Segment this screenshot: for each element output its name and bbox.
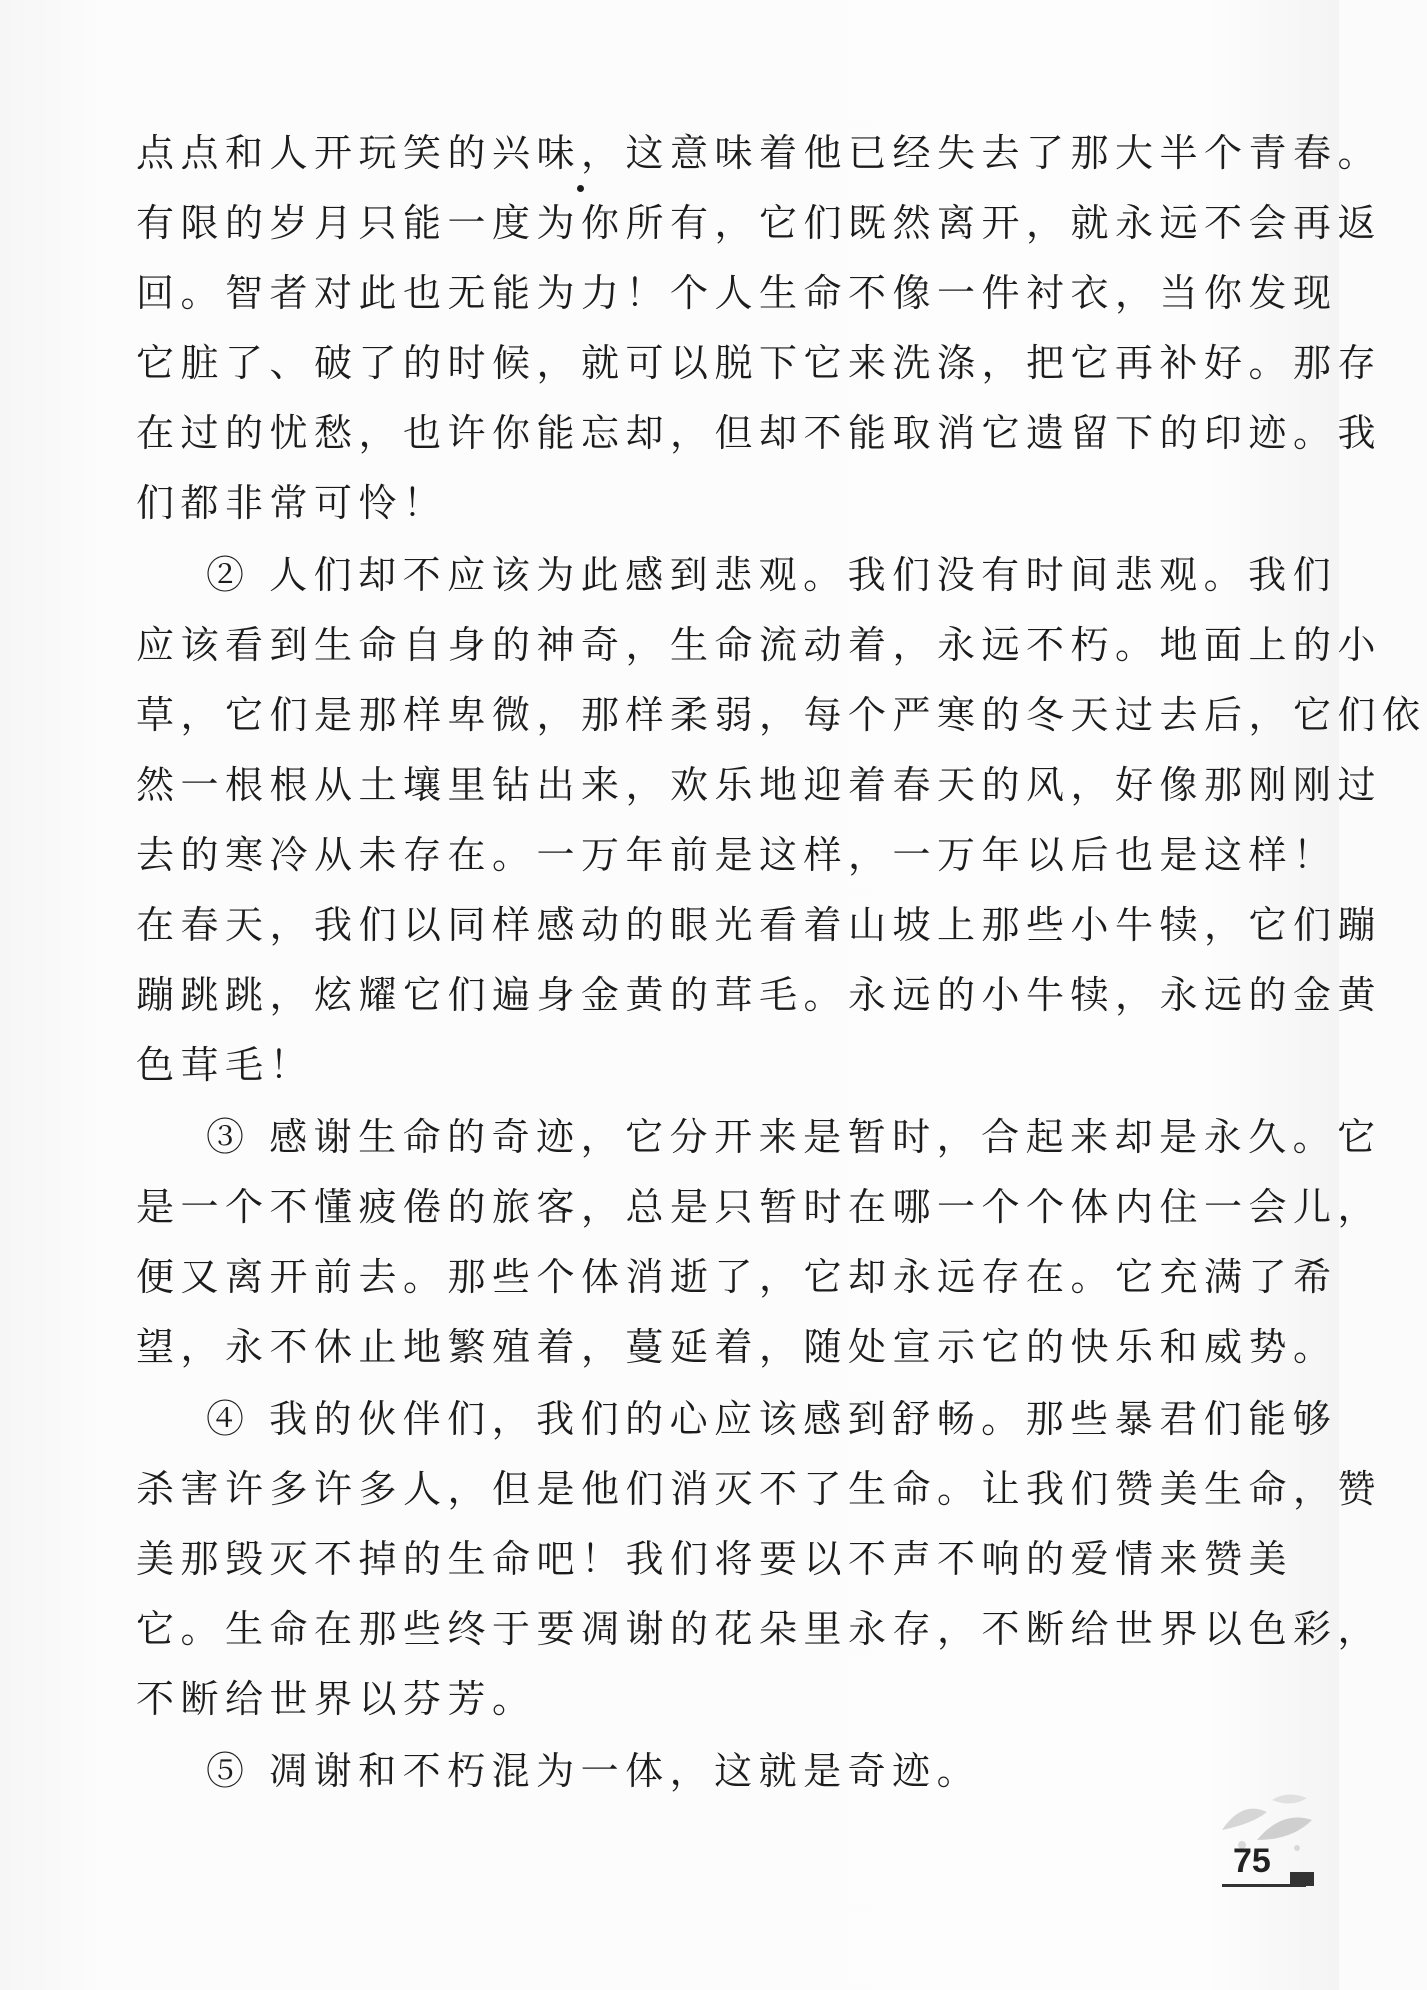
text-line: 它。生命在那些终于要凋谢的花朵里永存，不断给世界以色彩， bbox=[136, 1607, 1383, 1651]
paragraph-2-first-line: ② 人们却不应该为此感到悲观。我们没有时间悲观。我们 bbox=[206, 553, 1338, 597]
text-line: 色茸毛！ bbox=[136, 1043, 315, 1087]
paragraph-5-first-line: ⑤ 凋谢和不朽混为一体，这就是奇迹。 bbox=[206, 1749, 982, 1793]
page-number-block bbox=[1290, 1872, 1314, 1886]
text-line: 它脏了、破了的时候，就可以脱下它来洗涤，把它再补好。那存 bbox=[136, 341, 1383, 385]
text-line: 望，永不休止地繁殖着，蔓延着，随处宣示它的快乐和威势。 bbox=[136, 1325, 1338, 1369]
text-line: 是一个不懂疲倦的旅客，总是只暂时在哪一个个体内住一会儿， bbox=[136, 1185, 1383, 1229]
paragraph-3-first-line: ③ 感谢生命的奇迹，它分开来是暂时，合起来却是永久。它 bbox=[206, 1115, 1382, 1159]
text-line: 蹦跳跳，炫耀它们遍身金黄的茸毛。永远的小牛犊，永远的金黄 bbox=[136, 973, 1383, 1017]
text-line: 美那毁灭不掉的生命吧！我们将要以不声不响的爱情来赞美 bbox=[136, 1537, 1294, 1581]
text-line: 不断给世界以芬芳。 bbox=[136, 1677, 537, 1721]
text-line: 草，它们是那样卑微，那样柔弱，每个严寒的冬天过去后，它们依 bbox=[136, 693, 1427, 737]
page-number: 75 bbox=[1233, 1842, 1271, 1880]
text-line: 在春天，我们以同样感动的眼光看着山坡上那些小牛犊，它们蹦 bbox=[136, 903, 1383, 947]
text-line: 便又离开前去。那些个体消逝了，它却永远存在。它充满了希 bbox=[136, 1255, 1338, 1299]
emphasis-dot bbox=[577, 185, 584, 192]
text-line: 回。智者对此也无能为力！个人生命不像一件衬衣，当你发现 bbox=[136, 271, 1338, 315]
paragraph-4-first-line: ④ 我的伙伴们，我们的心应该感到舒畅。那些暴君们能够 bbox=[206, 1397, 1338, 1441]
text-line: 点点和人开玩笑的兴味，这意味着他已经失去了那大半个青春。 bbox=[136, 131, 1383, 175]
text-line: 有限的岁月只能一度为你所有，它们既然离开，就永远不会再返 bbox=[136, 201, 1383, 245]
text-line: 应该看到生命自身的神奇，生命流动着，永远不朽。地面上的小 bbox=[136, 623, 1383, 667]
text-line: 去的寒冷从未存在。一万年前是这样，一万年以后也是这样！ bbox=[136, 833, 1338, 877]
text-line: 们都非常可怜！ bbox=[136, 481, 448, 525]
text-line: 然一根根从土壤里钻出来，欢乐地迎着春天的风，好像那刚刚过 bbox=[136, 763, 1383, 807]
text-line: 在过的忧愁，也许你能忘却，但却不能取消它遗留下的印迹。我 bbox=[136, 411, 1383, 455]
text-line: 杀害许多许多人，但是他们消灭不了生命。让我们赞美生命，赞 bbox=[136, 1467, 1383, 1511]
